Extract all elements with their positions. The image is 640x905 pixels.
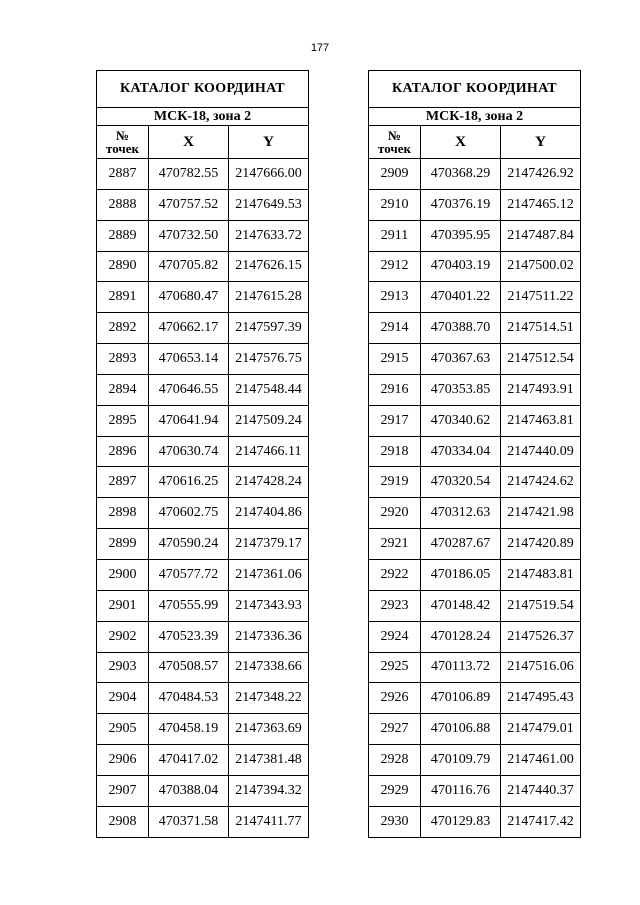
table-row: [97, 621, 309, 652]
table-header-row: [369, 126, 581, 159]
point-number-cell: 2904: [97, 683, 149, 714]
y-coordinate-cell: 2147516.06: [501, 652, 581, 683]
y-coordinate-cell: 2147424.62: [501, 467, 581, 498]
table-row: [369, 590, 581, 621]
y-coordinate-cell: 2147417.42: [501, 806, 581, 837]
point-number-cell: 2898: [97, 498, 149, 529]
x-coordinate-cell: 470148.42: [421, 590, 501, 621]
table-body: [97, 71, 309, 838]
point-number-cell: 2928: [369, 745, 421, 776]
point-number-cell: 2900: [97, 559, 149, 590]
y-coordinate-cell: 2147463.81: [501, 405, 581, 436]
point-number-cell: 2889: [97, 220, 149, 251]
table-row: [369, 374, 581, 405]
point-number-cell: 2896: [97, 436, 149, 467]
y-coordinate-cell: 2147519.54: [501, 590, 581, 621]
points-word: точек: [378, 141, 411, 156]
table-subtitle-row: [369, 108, 581, 126]
table-row: [369, 189, 581, 220]
table-title-row: [369, 71, 581, 108]
y-coordinate-cell: 2147338.66: [229, 652, 309, 683]
y-coordinate-cell: 2147379.17: [229, 529, 309, 560]
table-row: [369, 714, 581, 745]
point-number-cell: 2923: [369, 590, 421, 621]
table-row: [369, 745, 581, 776]
y-coordinate-cell: 2147495.43: [501, 683, 581, 714]
x-coordinate-cell: 470128.24: [421, 621, 501, 652]
table-row: [369, 683, 581, 714]
x-coordinate-cell: 470590.24: [149, 529, 229, 560]
point-number-cell: 2895: [97, 405, 149, 436]
y-coordinate-cell: 2147363.69: [229, 714, 309, 745]
table-row: [97, 251, 309, 282]
x-coordinate-cell: 470680.47: [149, 282, 229, 313]
point-number-header: [97, 126, 149, 159]
point-number-cell: 2897: [97, 467, 149, 498]
table-row: [97, 405, 309, 436]
table-subtitle: МСК-18, зона 2: [97, 108, 309, 126]
point-number-cell: 2912: [369, 251, 421, 282]
point-number-cell: 2922: [369, 559, 421, 590]
x-coordinate-cell: 470602.75: [149, 498, 229, 529]
table-row: [369, 621, 581, 652]
y-coordinate-cell: 2147500.02: [501, 251, 581, 282]
x-coordinate-cell: 470616.25: [149, 467, 229, 498]
x-coordinate-cell: 470367.63: [421, 344, 501, 375]
x-coordinate-cell: 470368.29: [421, 159, 501, 190]
y-coordinate-cell: 2147511.22: [501, 282, 581, 313]
table-row: [369, 436, 581, 467]
table-row: [97, 529, 309, 560]
point-number-cell: 2910: [369, 189, 421, 220]
y-coordinate-cell: 2147615.28: [229, 282, 309, 313]
table-row: [97, 189, 309, 220]
point-number-cell: 2888: [97, 189, 149, 220]
point-number-cell: 2908: [97, 806, 149, 837]
y-coordinate-cell: 2147509.24: [229, 405, 309, 436]
y-coordinate-cell: 2147461.00: [501, 745, 581, 776]
point-number-cell: 2887: [97, 159, 149, 190]
point-number-cell: 2911: [369, 220, 421, 251]
table-row: [97, 220, 309, 251]
y-coordinate-cell: 2147440.37: [501, 775, 581, 806]
table-row: [97, 714, 309, 745]
point-number-cell: 2894: [97, 374, 149, 405]
x-coordinate-cell: 470508.57: [149, 652, 229, 683]
number-sign: №: [115, 128, 130, 143]
table-row: [369, 652, 581, 683]
table-row: [369, 220, 581, 251]
number-sign: №: [387, 128, 402, 143]
points-word: точек: [106, 141, 139, 156]
x-coordinate-cell: 470334.04: [421, 436, 501, 467]
x-header: X: [149, 126, 229, 159]
table-row: [97, 436, 309, 467]
point-number-cell: 2906: [97, 745, 149, 776]
table-row: [369, 467, 581, 498]
x-coordinate-cell: 470646.55: [149, 374, 229, 405]
x-coordinate-cell: 470732.50: [149, 220, 229, 251]
point-number-cell: 2930: [369, 806, 421, 837]
point-number-cell: 2917: [369, 405, 421, 436]
x-coordinate-cell: 470116.76: [421, 775, 501, 806]
point-number-cell: 2926: [369, 683, 421, 714]
table-row: [97, 498, 309, 529]
x-coordinate-cell: 470401.22: [421, 282, 501, 313]
y-coordinate-cell: 2147666.00: [229, 159, 309, 190]
coordinate-catalog-table-right: [368, 70, 581, 838]
point-number-cell: 2913: [369, 282, 421, 313]
y-coordinate-cell: 2147421.98: [501, 498, 581, 529]
point-number-cell: 2902: [97, 621, 149, 652]
x-coordinate-cell: 470577.72: [149, 559, 229, 590]
point-number-cell: 2929: [369, 775, 421, 806]
x-coordinate-cell: 470662.17: [149, 313, 229, 344]
x-coordinate-cell: 470106.89: [421, 683, 501, 714]
table-row: [97, 590, 309, 621]
coordinate-catalog-table-left: [96, 70, 309, 838]
y-coordinate-cell: 2147394.32: [229, 775, 309, 806]
point-number-cell: 2921: [369, 529, 421, 560]
table-row: [97, 775, 309, 806]
x-coordinate-cell: 470555.99: [149, 590, 229, 621]
y-coordinate-cell: 2147411.77: [229, 806, 309, 837]
point-number-cell: 2925: [369, 652, 421, 683]
x-coordinate-cell: 470630.74: [149, 436, 229, 467]
x-coordinate-cell: 470353.85: [421, 374, 501, 405]
y-coordinate-cell: 2147576.75: [229, 344, 309, 375]
table-body: [369, 71, 581, 838]
y-coordinate-cell: 2147487.84: [501, 220, 581, 251]
x-coordinate-cell: 470388.70: [421, 313, 501, 344]
y-coordinate-cell: 2147343.93: [229, 590, 309, 621]
table-title-row: [97, 71, 309, 108]
y-coordinate-cell: 2147361.06: [229, 559, 309, 590]
table-row: [369, 251, 581, 282]
y-coordinate-cell: 2147493.91: [501, 374, 581, 405]
table-row: [97, 159, 309, 190]
y-coordinate-cell: 2147512.54: [501, 344, 581, 375]
x-coordinate-cell: 470705.82: [149, 251, 229, 282]
table-row: [369, 806, 581, 837]
y-header: Y: [501, 126, 581, 159]
y-coordinate-cell: 2147626.15: [229, 251, 309, 282]
x-coordinate-cell: 470109.79: [421, 745, 501, 776]
y-header: Y: [229, 126, 309, 159]
table-row: [369, 344, 581, 375]
table-row: [97, 745, 309, 776]
x-coordinate-cell: 470757.52: [149, 189, 229, 220]
x-coordinate-cell: 470287.67: [421, 529, 501, 560]
y-coordinate-cell: 2147440.09: [501, 436, 581, 467]
y-coordinate-cell: 2147348.22: [229, 683, 309, 714]
table-row: [369, 282, 581, 313]
x-coordinate-cell: 470641.94: [149, 405, 229, 436]
table-row: [97, 683, 309, 714]
x-coordinate-cell: 470320.54: [421, 467, 501, 498]
table-subtitle: МСК-18, зона 2: [369, 108, 581, 126]
y-coordinate-cell: 2147483.81: [501, 559, 581, 590]
x-coordinate-cell: 470484.53: [149, 683, 229, 714]
table-title: КАТАЛОГ КООРДИНАТ: [97, 71, 309, 108]
point-number-cell: 2909: [369, 159, 421, 190]
x-coordinate-cell: 470782.55: [149, 159, 229, 190]
x-coordinate-cell: 470312.63: [421, 498, 501, 529]
table-row: [97, 652, 309, 683]
point-number-cell: 2919: [369, 467, 421, 498]
point-number-cell: 2892: [97, 313, 149, 344]
y-coordinate-cell: 2147514.51: [501, 313, 581, 344]
point-number-cell: 2893: [97, 344, 149, 375]
point-number-cell: 2927: [369, 714, 421, 745]
x-coordinate-cell: 470403.19: [421, 251, 501, 282]
y-coordinate-cell: 2147381.48: [229, 745, 309, 776]
point-number-cell: 2918: [369, 436, 421, 467]
table-row: [97, 282, 309, 313]
page-number: 177: [310, 42, 330, 54]
table-title: КАТАЛОГ КООРДИНАТ: [369, 71, 581, 108]
x-coordinate-cell: 470340.62: [421, 405, 501, 436]
point-number-cell: 2914: [369, 313, 421, 344]
y-coordinate-cell: 2147526.37: [501, 621, 581, 652]
table-row: [97, 559, 309, 590]
y-coordinate-cell: 2147466.11: [229, 436, 309, 467]
y-coordinate-cell: 2147649.53: [229, 189, 309, 220]
table-row: [369, 159, 581, 190]
y-coordinate-cell: 2147336.36: [229, 621, 309, 652]
table-row: [369, 529, 581, 560]
point-number-cell: 2915: [369, 344, 421, 375]
point-number-cell: 2903: [97, 652, 149, 683]
table-subtitle-row: [97, 108, 309, 126]
table-row: [97, 313, 309, 344]
point-number-cell: 2890: [97, 251, 149, 282]
y-coordinate-cell: 2147404.86: [229, 498, 309, 529]
x-coordinate-cell: 470653.14: [149, 344, 229, 375]
table-row: [97, 344, 309, 375]
y-coordinate-cell: 2147479.01: [501, 714, 581, 745]
table-row: [369, 775, 581, 806]
y-coordinate-cell: 2147597.39: [229, 313, 309, 344]
y-coordinate-cell: 2147420.89: [501, 529, 581, 560]
point-number-header: [369, 126, 421, 159]
table-row: [97, 806, 309, 837]
point-number-cell: 2905: [97, 714, 149, 745]
table-row: [369, 559, 581, 590]
x-coordinate-cell: 470186.05: [421, 559, 501, 590]
x-coordinate-cell: 470106.88: [421, 714, 501, 745]
x-coordinate-cell: 470371.58: [149, 806, 229, 837]
point-number-cell: 2924: [369, 621, 421, 652]
x-header: X: [421, 126, 501, 159]
x-coordinate-cell: 470129.83: [421, 806, 501, 837]
y-coordinate-cell: 2147426.92: [501, 159, 581, 190]
point-number-cell: 2916: [369, 374, 421, 405]
table-header-row: [97, 126, 309, 159]
table-row: [369, 498, 581, 529]
point-number-cell: 2891: [97, 282, 149, 313]
point-number-cell: 2899: [97, 529, 149, 560]
y-coordinate-cell: 2147548.44: [229, 374, 309, 405]
x-coordinate-cell: 470376.19: [421, 189, 501, 220]
x-coordinate-cell: 470113.72: [421, 652, 501, 683]
y-coordinate-cell: 2147465.12: [501, 189, 581, 220]
point-number-cell: 2920: [369, 498, 421, 529]
x-coordinate-cell: 470458.19: [149, 714, 229, 745]
y-coordinate-cell: 2147428.24: [229, 467, 309, 498]
x-coordinate-cell: 470523.39: [149, 621, 229, 652]
table-row: [97, 467, 309, 498]
table-row: [369, 405, 581, 436]
y-coordinate-cell: 2147633.72: [229, 220, 309, 251]
point-number-cell: 2907: [97, 775, 149, 806]
table-row: [369, 313, 581, 344]
x-coordinate-cell: 470417.02: [149, 745, 229, 776]
x-coordinate-cell: 470395.95: [421, 220, 501, 251]
point-number-cell: 2901: [97, 590, 149, 621]
x-coordinate-cell: 470388.04: [149, 775, 229, 806]
table-row: [97, 374, 309, 405]
